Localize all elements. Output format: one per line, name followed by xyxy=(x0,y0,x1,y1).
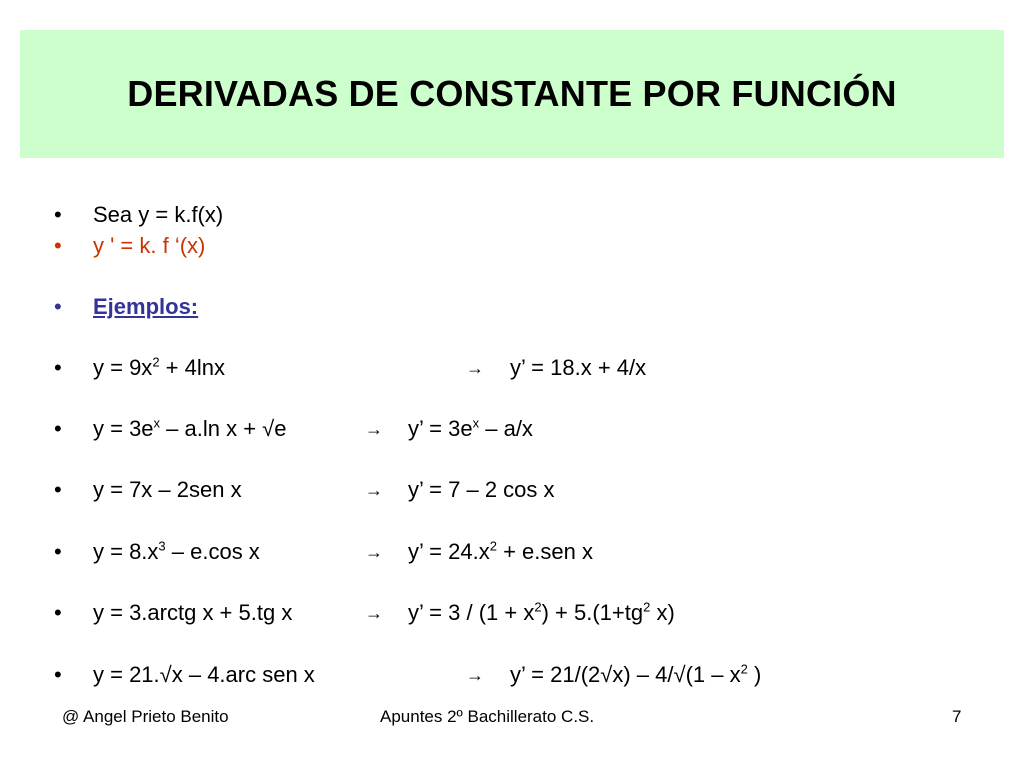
arrow-icon: → xyxy=(365,419,383,439)
example-function: y = 3.arctg x + 5.tg x xyxy=(93,600,293,625)
example-derivative: y’ = $3 / (1 + x^2) + 5.(1+tg^2$ x) xyxy=(408,599,675,625)
example-function: $y = 9x^2 + 4\ln x$ xyxy=(93,354,225,380)
bullet: • xyxy=(54,294,62,319)
definition-text: Sea y = k.f(x) xyxy=(93,202,224,227)
example-derivative: y’ = $21/(2√x) - 4/√(1 - x^2$ ) xyxy=(510,661,762,687)
examples-heading: Ejemplos: xyxy=(93,294,199,319)
page-number: 7 xyxy=(952,707,962,726)
arrow-icon: → xyxy=(466,358,484,378)
example-derivative: y’ = 18.x + 4/x xyxy=(510,355,647,380)
arrow-icon: → xyxy=(365,542,383,562)
bullet: • xyxy=(54,662,62,687)
bullet: • xyxy=(54,477,62,502)
example-function: $y = 8.x^3 - e.\cos$ x xyxy=(93,538,260,564)
bullet: • xyxy=(54,416,62,441)
example-derivative: y’ = $24.x^2 + e.sen$ x xyxy=(408,538,593,564)
bullet: • xyxy=(54,355,62,380)
example-derivative: y’ = 7 – 2 cos x xyxy=(408,477,555,502)
bullet: • xyxy=(54,539,62,564)
bullet: • xyxy=(54,600,62,625)
bullet: • xyxy=(54,202,62,227)
title-banner xyxy=(20,30,1004,158)
slide-title: DERIVADAS DE CONSTANTE POR FUNCIÓN xyxy=(127,73,897,114)
rule-text: y ' = k. f ‘(x) xyxy=(93,233,206,258)
arrow-icon: → xyxy=(365,480,383,500)
example-function: y = 21.√x – 4.arc sen x xyxy=(93,662,315,687)
footer-author: @ Angel Prieto Benito xyxy=(62,707,229,726)
footer-course: Apuntes 2º Bachillerato C.S. xyxy=(380,707,595,726)
bullet: • xyxy=(54,233,62,258)
arrow-icon: → xyxy=(466,665,484,685)
arrow-icon: → xyxy=(365,603,383,623)
example-function: y = 7x – 2sen x xyxy=(93,477,242,502)
example-derivative: y’ = $3e^x - a/x$ xyxy=(408,415,533,441)
example-function: $y = 3e^x - a.\ln$ x + √e xyxy=(93,415,287,441)
